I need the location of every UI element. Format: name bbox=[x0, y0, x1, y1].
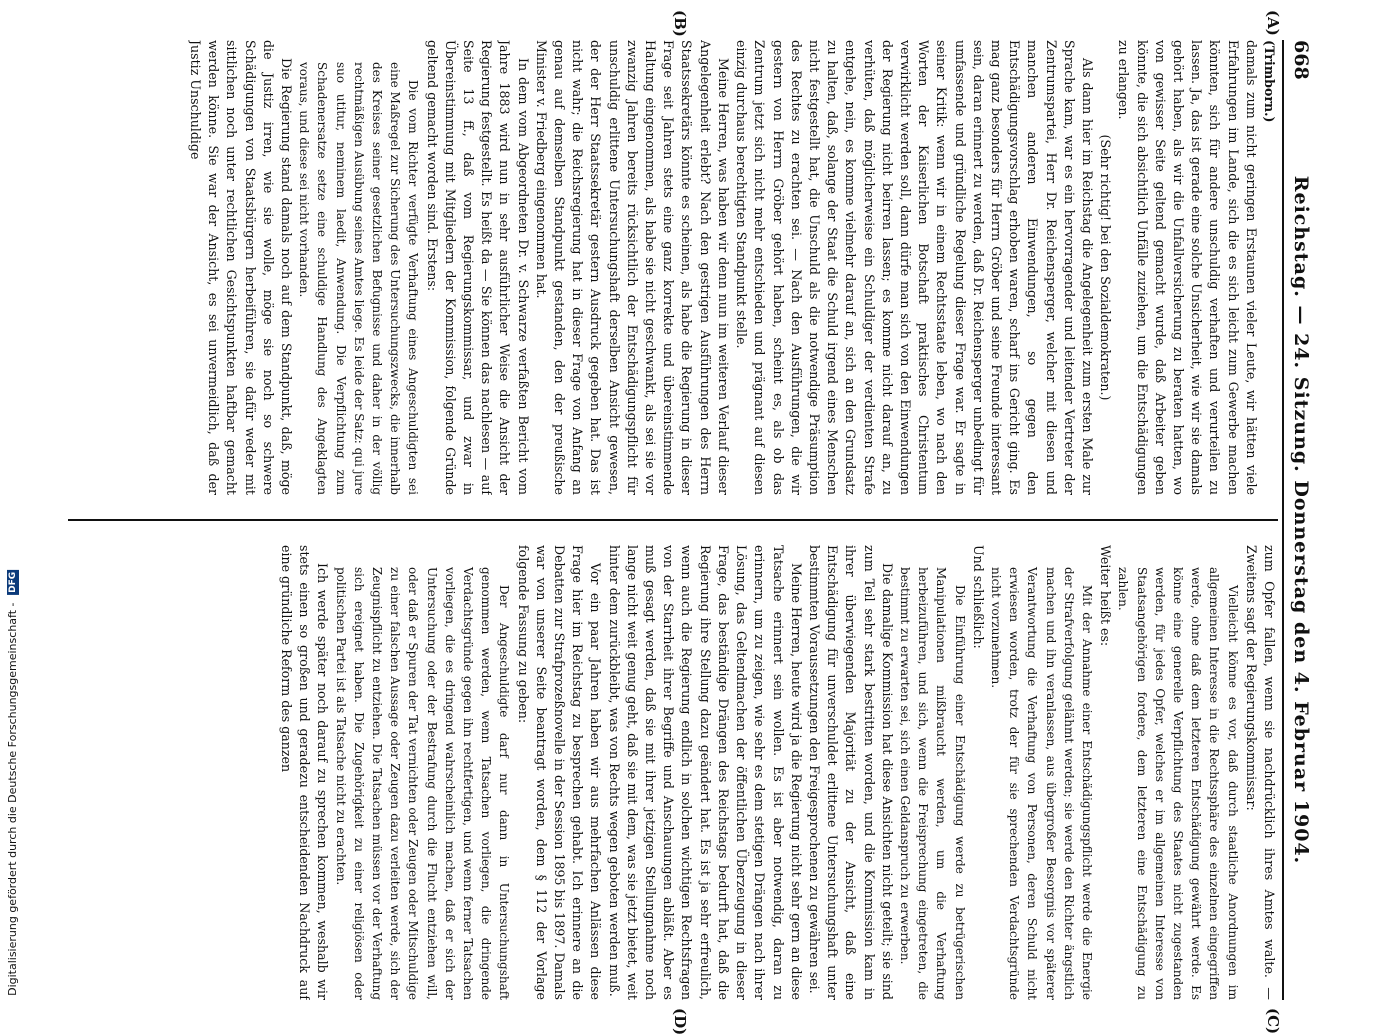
margin-mark-c: (C) bbox=[1264, 1008, 1282, 1035]
column-divider bbox=[68, 519, 1278, 521]
page-number: 668 bbox=[1290, 40, 1312, 80]
paragraph: Ich werde später noch darauf zu sprechen kommen, weshalb wir stets einen so großen und geradezu entscheidenden Nachdruck auf eine gründliche Reform des ganzen bbox=[279, 545, 331, 1000]
paragraph: Und schließlich: bbox=[970, 545, 986, 649]
speaker-label: (Trimborn.) bbox=[1262, 40, 1277, 123]
paragraph: In dem vom Abgeordneten Dr. v. Schwarze verfaßten Bericht vom Jahre 1883 wird nun in sehr ausführlicher Weise die Ansicht der Regierung festgestellt. Es heißt da — Sie können das nachlesen — auf Seite 13 ff., daß vom Regierungskommissar, und zwar in Übereinstimmung mit Mitgliedern der Kommission, folgende Gründe geltend gemacht worden sind. Erstens: bbox=[424, 40, 531, 495]
paragraph: Die damalige Kommission hat diese Ansichten nicht geteilt; sie sind zum Teil sehr stark bestritten worden, und die Kommission kam in ihrer überwiegenden Majorität zu der Ansicht, daß eine Entschädigung für unverschuldet erlittene Untersuchungshaft unter bestimmten Voraussetzungen den Freigesprochenen zu gewähren sei. bbox=[806, 545, 895, 1000]
paragraph: Die Regierung stand damals noch auf dem Standpunkt, daß, möge die Justiz irren, wie sie wolle, möge sie noch so schwere Schädigungen von Staatsbürgern herbeiführen, sie dafür weder mit sittlichen noch unter rechtlichen Gesichtspunkten haftbar gemacht werden könne. Sie war der Ansicht, es sei unvermeidlich, daß der Justiz Unschuldige bbox=[188, 40, 295, 495]
paragraph: damals zum nicht geringen Erstaunen vieler Leute, wir hätten viele Erfahrungen im Lande, sich die es sich leicht zum Gewerbe machen könnten, sich für andere unschuldig verhaften und verurteilen zu lassen. Ja, das ist gerade eine solche Unsicherheit, wie wir sie damals gehört haben, als wir die Unfallversicherung zu beraten hatten, wo von gewisser Seite geltend gemacht wurde, daß Arbeiter geben könnte, die sich absichtlich Unfälle zuziehen, um die Entschädigungen zu erlangen. bbox=[1116, 40, 1259, 495]
left-column bbox=[68, 40, 1278, 495]
margin-mark-d: (D) bbox=[671, 1008, 689, 1035]
credit-text: Digitalisierung gefördert durch die Deutsche Forschungsgemeinschaft - bbox=[6, 602, 19, 996]
quoted-passage: Der Angeschuldigte darf nur dann in Untersuchungshaft genommen werden, wenn Tatsachen vorliegen, die dringende Verdachtsgründe gegen ihn rechtfertigen, und wenn ferner Tatsachen vorliegen, die es dringend wahrscheinlich machen, daß er sich der Untersuchung oder der Bestrafung durch die Flucht entziehen will, oder daß er Spuren der Tat vernichten oder Zeugen oder Mitschuldige zu einer falschen Aussage oder Zeugen dazu verleiten werde, sich der Zeugnispflicht zu entziehen. Die Tatsachen müssen vor der Verhaftung sich ereignet haben. Die Zugehörigkeit zu einer religiösen oder politischen Partei ist als Tatsache nicht zu erachten. bbox=[333, 567, 512, 1000]
paragraph: Meine Herren, was haben wir denn nun im weiteren Verlauf dieser Angelegenheit erlebt? Nach den gestrigen Ausführungen des Herrn Staatssekretärs könnte es scheinen, als habe die Regierung in dieser Frage seit Jahren stets eine ganz korrekte und übereinstimmende Haltung eingenommen, als habe sie nicht geschwankt, als sei sie vor zwanzig Jahren bereits rücksichtlich der Entschädigungspflicht für unschuldig erlittene Untersuchungshaft derselben Ansicht gewesen, der der Herr Staatssekretär gestern Ausdruck gegeben hat. Das ist nicht wahr; die Reichsregierung hat in dieser Frage von Anfang an genau auf demselben Standpunkt gestanden, den der preußische Minister v. Friedberg eingenommen hat. bbox=[533, 40, 731, 495]
dfg-logo: DFG bbox=[8, 572, 18, 594]
quoted-passage: Die vom Richter verfügte Verhaftung eines Angeschuldigten sei eine Maßregel zur Sicherung des Untersuchungszwecks, die innerhalb des Kreises seiner gesetzlichen Befugnisse und daher in der völlig rechtmäßigen Ausübung seines Amtes liege. Es leide der Satz: qui jure suo utitur, neminem laedit, Anwendung. Die Verpflichtung zum Schadenersatze setze eine schuldige Handlung des Angeklagten voraus, und diese sei nicht vorhanden. bbox=[297, 62, 421, 495]
margin-mark-b: (B) bbox=[671, 10, 689, 37]
running-title: Reichstag. — 24. Sitzung. Donnerstag den 4. Februar 1904. bbox=[1290, 175, 1312, 865]
paragraph: Als dann hier im Reichstag die Angelegenheit zum ersten Male zur Sprache kam, war es ein hervorragender und leitender Vertreter der Zentrumspartei, Herr Dr. Reichensperger, welcher mit diesen und manchen anderen Einwendungen, so gegen den Entschädigungsvorschlag erhoben waren, scharf ins Gericht ging. Es mag ganz besonders für Herrn Gröber und seine Freunde interessant sein, daran erinnert zu werden, daß Dr. Reichensperger unbedingt für umfassende und gründliche Regelung dieser Frage war. Er sagte in seiner Kritik: wenn wir in einem Rechtsstaate leben, wo nach den Worten der Kaiserlichen Botschaft praktisches Christentum verwirklicht werden soll, dann dürfe man sich von den Einwendungen der Regierung nicht beirren lassen; es komme nicht darauf an, zu verhüten, daß möglicherweise ein Schuldiger der verdienten Strafe entgehe, nein, es komme vielmehr darauf an, sich an den Grundsatz zu halten, daß, solange der Staat die Schuld irgend eines Menschen nicht festgestellt hat, die Unschuld als die notwendige Präsumption des Rechtes zu erachten sei. — Nach den Ausführungen, die wir gestern von Herrn Gröber gehört haben, scheint es, als ob das Zentrum jetzt sich nicht mehr entschieden und prägnant auf diesen einzig durchaus berechtigten Standpunkt stelle. bbox=[734, 40, 1095, 495]
quoted-passage: Vielleicht könne es vor, daß durch staatliche Anordnungen im allgemeinen Interesse in die Rechtssphäre des einzelnen eingegriffen werde, ohne daß dem letzteren Entschädigung gewährt werde. Es könne eine generelle Verpflichtung des Staates nicht zugestanden werden, für jedes Opfer, welches er im allgemeinen Interesse von Staatsangehörigen fordere, dem letzteren eine Entschädigung zu zahlen. bbox=[1116, 567, 1240, 1000]
paragraph: Vor ein paar Jahren haben wir aus mehrfachen Anlässen diese Frage hier im Reichstag zu besprechen gehabt. Ich erinnere an die Debatten zur Strafprozeßnovelle in der Session 1895 bis 1897. Damals war von unserer Seite beantragt worden, dem § 112 der Vorlage folgende Fassung zu geben: bbox=[515, 545, 604, 1000]
rotated-document-page bbox=[64, 10, 1314, 1035]
margin-mark-a: (A) bbox=[1264, 10, 1282, 36]
paragraph: zum Opfer fallen, wenn sie nachdrücklich ihres Amtes walte. — Zweitens sagt der Regierungskommissar: bbox=[1243, 545, 1277, 1000]
paragraph: Weiter heißt es: bbox=[1098, 545, 1114, 647]
quoted-passage: Die Einführung einer Entschädigung werde zu betrügerischen Manipulationen mißbraucht werden, um die Verhaftung herbeizuführen, und sich, wenn die Freisprechung eingetreten, die bestimmt zu erwarten sei, sich einen Geldanspruch zu erwerben. bbox=[897, 567, 967, 1000]
quoted-passage: Mit der Annahme einer Entschädigungspflicht werde die Energie der Strafverfolgung gelähmt werden; sie werde den Richter ängstlich machen und ihn veranlassen, aus übergroßer Besorgnis vor späterer Verantwortung die Verhaftung von Personen, deren Schuld nicht erwiesen worden, trotz der für sie sprechenden Verdachtsgründe nicht vorzunehmen. bbox=[988, 567, 1094, 1000]
right-column bbox=[68, 545, 1278, 1000]
interjection: (Sehr richtig! bei den Sozialdemokraten.) bbox=[1098, 134, 1114, 401]
page-header bbox=[1282, 40, 1314, 1000]
paragraph: Meine Herren, heute wird ja die Regierung nicht sehr gern an diese Tatsache erinnert sein wollen. Es ist aber notwendig, daran zu erinnern, um zu zeigen, wie sehr es dem stetigen Drängen nach ihrer Lösung, das Geltendmachen der öffentlichen Überzeugung in dieser Frage, das beständige Drängen des Reichstags bedurft hat, daß die Regierung ihre Stellung dazu geändert hat. Es ist ja sehr erfreulich, wenn auch die Regierung endlich in solchen wichtigen Rechtsfragen von der Starrheit ihrer Begriffe und Anschauungen abläßt. Aber es muß gesagt werden, daß sie mit ihrer jetzigen Stellungnahme noch lange nicht weit genug geht, daß sie mit dem, was sie jetzt bietet, weit hinter dem zurückbleibt, was von Rechts wegen geboten werden muß. bbox=[606, 545, 804, 1000]
digitization-credit bbox=[6, 570, 19, 996]
